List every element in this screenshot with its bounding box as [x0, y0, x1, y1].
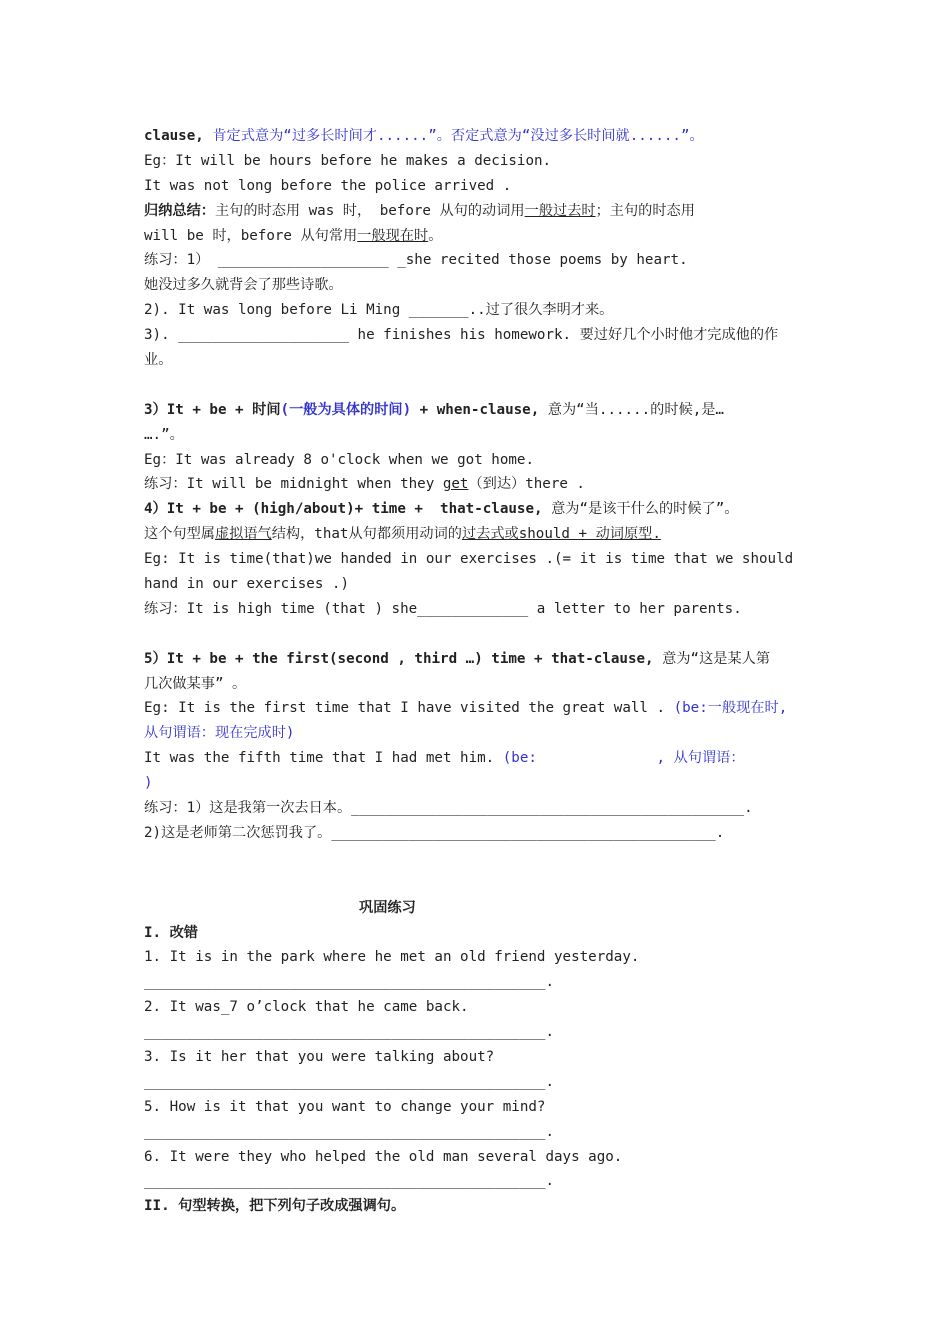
- answer-blank: _______________________________________________.: [144, 1123, 554, 1140]
- example-3: Eg：It was already 8 o'clock when we got home.: [144, 451, 535, 468]
- text: clause,: [144, 128, 213, 144]
- spacer: [144, 622, 812, 647]
- rule-3-cont: ….”。: [144, 426, 184, 443]
- exercise-2: 2). It was long before Li Ming _______..过了很久李明才来。: [144, 302, 614, 319]
- text: 意为“是该干什么的时候了”。: [542, 501, 739, 518]
- text: （到达）there .: [468, 476, 585, 493]
- exercise-7: 2)这是老师第二次惩罚我了。_____________________________________________.: [144, 824, 725, 841]
- example-6: [144, 746, 812, 771]
- example-5: [144, 696, 812, 721]
- text: 5）It + be + the first(second , third …) time + that-clause,: [144, 650, 654, 667]
- text: 过去式或should + 动词原型.: [461, 526, 661, 543]
- exercise-5: 练习：It is high time (that ) she_____________ a letter to her parents.: [144, 600, 742, 617]
- exercise-6: 练习：1）这是我第一次去日本。______________________________________________.: [144, 800, 753, 817]
- question-5: 5. How is it that you want to change your mind?: [144, 1098, 546, 1115]
- rule-4-heading: [144, 497, 812, 522]
- example-6-close: ): [144, 775, 153, 792]
- rule-5-cont: 几次做某事” 。: [144, 675, 247, 692]
- exercise-4: [144, 472, 812, 497]
- summary-line: [144, 199, 812, 224]
- exercise-3: 3). ____________________ he finishes his homework. 要过好几个小时他才完成他的作: [144, 327, 779, 344]
- text: 3）It + be + 时间: [144, 401, 281, 418]
- answer-blank: _______________________________________________.: [144, 1073, 554, 1090]
- question-1: 1. It is in the park where he met an old friend yesterday.: [144, 949, 640, 966]
- text: 虚拟语气: [214, 526, 272, 543]
- section-1-title: I. 改错: [144, 924, 198, 941]
- text: 意为“当......的时候,是…: [539, 401, 724, 418]
- document-page: [144, 124, 812, 1219]
- spacer: [144, 373, 812, 398]
- text: get: [442, 476, 469, 493]
- text: 肯定式意为“过多长时间才......”。否定式意为“没过多长时间就......”。: [212, 128, 704, 144]
- section-2-title: II. 句型转换，把下列句子改成强调句。: [144, 1198, 406, 1215]
- text: 。: [428, 227, 443, 244]
- summary-line-2: [144, 224, 812, 249]
- text: 练习：It will be midnight when they: [144, 476, 443, 493]
- example-5-note: 从句谓语：现在完成时): [144, 725, 295, 742]
- line-1: [144, 124, 812, 149]
- text: (be:一般现在时,: [673, 700, 788, 717]
- text: 一般现在时: [357, 227, 429, 244]
- text: It was the fifth time that I had met him.: [144, 750, 503, 767]
- text: 4）It + be + (high/about)+ time + that-clause,: [144, 501, 543, 518]
- text: 一般过去时: [524, 202, 596, 219]
- text: (一般为具体的时间): [280, 401, 412, 418]
- text: ；主句的时态用: [595, 202, 695, 219]
- text: 主句的时态用 was 时， before 从句的动词用: [214, 202, 525, 219]
- spacer: [144, 846, 812, 871]
- text: 意为“这是某人第: [653, 650, 771, 667]
- rule-5-heading: [144, 647, 812, 672]
- exercise-1-translation: 她没过多久就背会了那些诗歌。: [144, 277, 343, 294]
- rule-4-note: [144, 522, 812, 547]
- question-6: 6. It were they who helped the old man several days ago.: [144, 1148, 623, 1165]
- exercise-3-cont: 业。: [144, 352, 173, 369]
- exercise-1: 练习：1） ____________________ _she recited those poems by heart.: [144, 252, 688, 269]
- summary-label: 归纳总结：: [144, 202, 215, 219]
- text: will be 时，before 从句常用: [144, 227, 358, 244]
- example-4: Eg: It is time(that)we handed in our exercises .(= it is time that we should: [144, 551, 794, 568]
- text: (be: , 从句谓语：: [502, 750, 745, 767]
- section-heading: 巩固练习: [359, 899, 416, 916]
- spacer: [144, 871, 812, 896]
- text: + when-clause,: [411, 401, 540, 418]
- text: 结构，that从句都须用动词的: [271, 526, 462, 543]
- question-3: 3. Is it her that you were talking about?: [144, 1048, 495, 1065]
- example-4-cont: hand in our exercises .): [144, 576, 349, 593]
- answer-blank: _______________________________________________.: [144, 1024, 554, 1041]
- answer-blank: _______________________________________________.: [144, 974, 554, 991]
- question-2: 2. It was_7 o’clock that he came back.: [144, 999, 469, 1016]
- text: Eg: It is the first time that I have visited the great wall .: [144, 700, 674, 717]
- answer-blank: _______________________________________________.: [144, 1173, 554, 1190]
- example-2: It was not long before the police arrived .: [144, 177, 512, 194]
- rule-3-heading: [144, 398, 812, 423]
- text: 这个句型属: [144, 526, 215, 543]
- example-1: Eg：It will be hours before he makes a decision.: [144, 152, 552, 169]
